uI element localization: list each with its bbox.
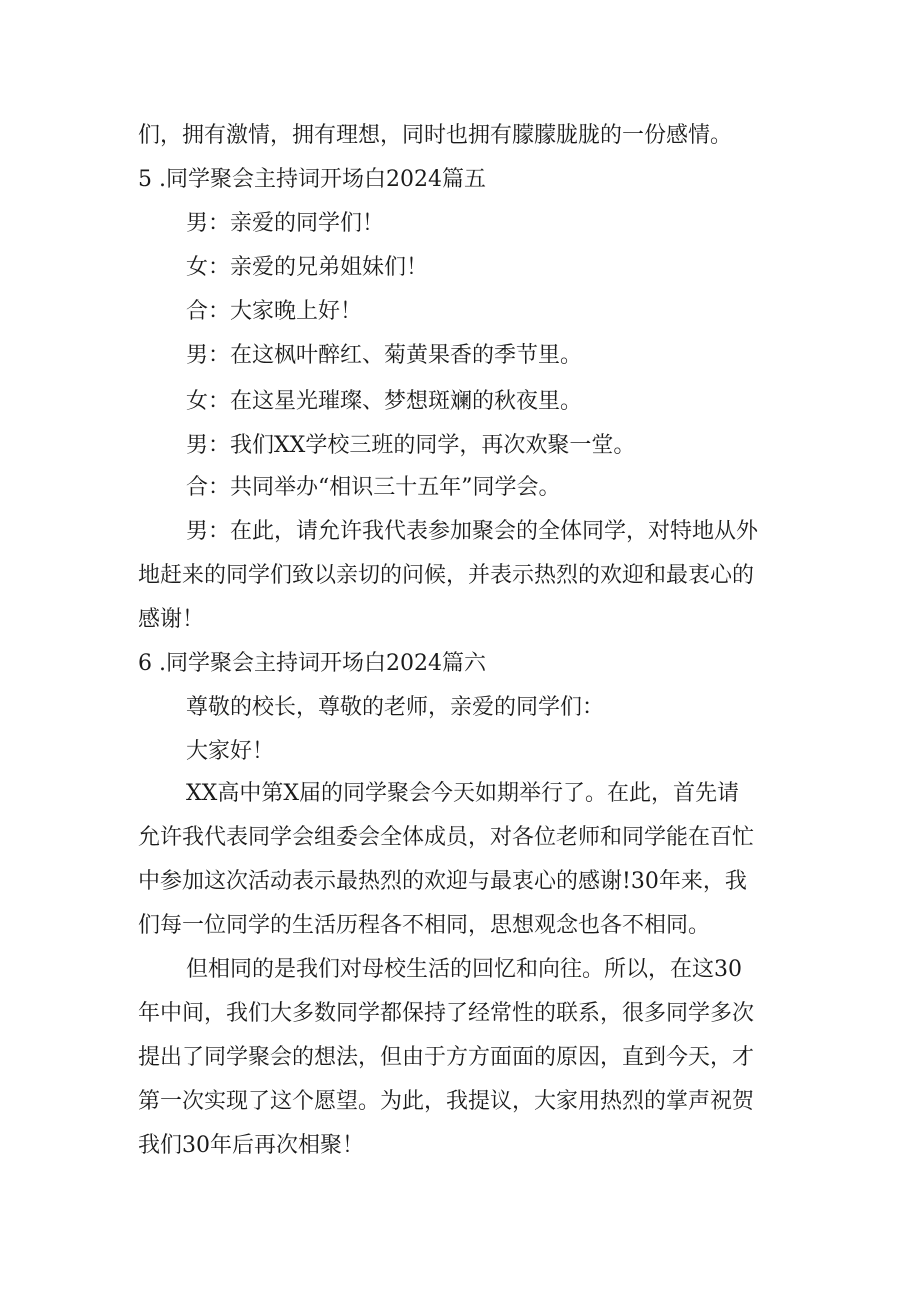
paragraph-line: 感谢！ — [138, 607, 205, 632]
greeting-line: 大家好！ — [186, 739, 275, 764]
dialogue-line: 男：我们XX学校三班的同学，再次欢聚一堂。 — [186, 433, 636, 458]
dialogue-line: 女：亲爱的兄弟姐妹们！ — [186, 255, 429, 280]
paragraph-line: 我们30年后再次相聚！ — [138, 1133, 364, 1158]
paragraph-line: 们，拥有激情，拥有理想，同时也拥有朦朦胧胧的一份感情。 — [138, 123, 733, 148]
dialogue-line: 女：在这星光璀璨、梦想斑斓的秋夜里。 — [186, 389, 583, 414]
paragraph-line: 男：在此，请允许我代表参加聚会的全体同学，对特地从外 — [186, 519, 759, 544]
salutation-line: 尊敬的校长，尊敬的老师，亲爱的同学们： — [186, 695, 605, 720]
dialogue-line: 男：亲爱的同学们！ — [186, 211, 385, 236]
paragraph-line: 年中间，我们大多数同学都保持了经常性的联系，很多同学多次 — [138, 1001, 755, 1026]
paragraph-line: 允许我代表同学会组委会全体成员，对各位老师和同学能在百忙 — [138, 825, 755, 850]
dialogue-line: 男：在这枫叶醉红、菊黄果香的季节里。 — [186, 343, 583, 368]
paragraph-line: 但相同的是我们对母校生活的回忆和向往。所以，在这30 — [186, 957, 742, 982]
dialogue-line: 合：共同举办“相识三十五年”同学会。 — [186, 475, 561, 500]
paragraph-line: 提出了同学聚会的想法，但由于方方面面的原因，直到今天，才 — [138, 1045, 755, 1070]
section-heading-5: 5 .同学聚会主持词开场白2024篇五 — [138, 167, 486, 192]
paragraph-line: 地赶来的同学们致以亲切的问候，并表示热烈的欢迎和最衷心的 — [138, 563, 755, 588]
paragraph-line: XX高中第X届的同学聚会今天如期举行了。在此，首先请 — [186, 781, 739, 806]
paragraph-line: 第一次实现了这个愿望。为此，我提议，大家用热烈的掌声祝贺 — [138, 1089, 755, 1114]
dialogue-line: 合：大家晚上好！ — [186, 299, 363, 324]
section-heading-6: 6 .同学聚会主持词开场白2024篇六 — [138, 651, 486, 676]
paragraph-line: 中参加这次活动表示最热烈的欢迎与最衷心的感谢!30年来，我 — [138, 869, 747, 894]
paragraph-line: 们每一位同学的生活历程各不相同，思想观念也各不相同。 — [138, 913, 711, 938]
